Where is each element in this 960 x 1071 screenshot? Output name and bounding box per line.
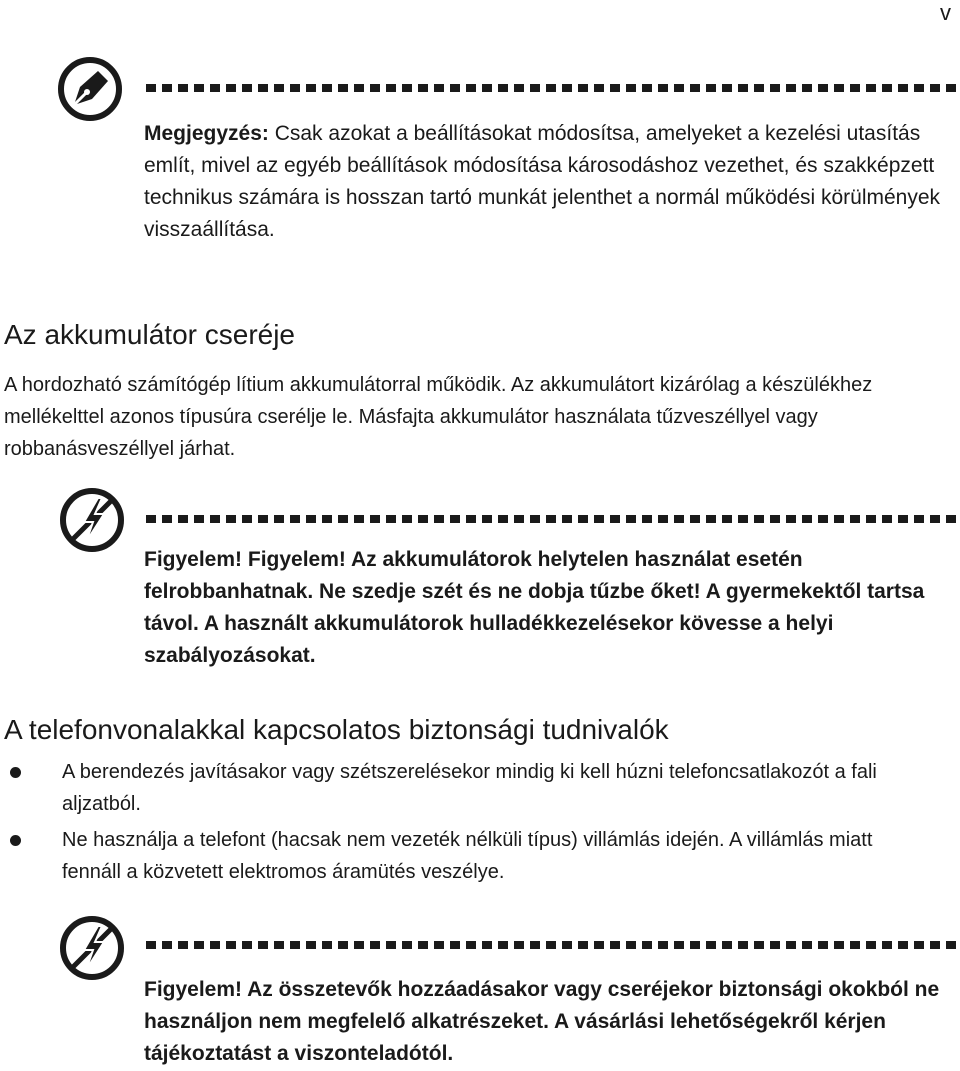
phone-bullet-list (0, 756, 960, 892)
warning-lightning-icon (60, 916, 124, 980)
bullet-text: Ne használja a telefont (hacsak nem vezeték nélküli típus) villámlás idején. A villámlás miatt fennáll a közvetett elektromos áramütés veszélye. (62, 829, 873, 883)
note-label: Megjegyzés: (144, 122, 269, 145)
bullet-dot (10, 835, 21, 846)
battery-heading: Az akkumulátor cseréje (4, 319, 296, 350)
list-item (0, 824, 922, 888)
phone-heading: A telefonvonalakkal kapcsolatos biztonsági tudnivalók (4, 714, 669, 745)
list-item (0, 756, 922, 820)
bullet-dot (10, 767, 21, 778)
note-pen-icon (58, 57, 122, 121)
note-text (144, 118, 944, 246)
note-body: Csak azokat a beállításokat módosítsa, amelyeket a kezelési utasítás említ, mivel az egyéb beállítások módosítása károsodáshoz vezethet, és szakképzett technikus számára is hosszan tartó munkát jelenthet a normál működési körülmények visszaállítása. (144, 122, 941, 241)
warning-lightning-icon (60, 488, 124, 552)
bullet-text: A berendezés javításakor vagy szétszerelésekor mindig ki kell húzni telefoncsatlakozót a fali aljzatból. (62, 761, 877, 815)
battery-warning-divider (146, 515, 958, 523)
battery-warning-text: Figyelem! Figyelem! Az akkumulátorok helytelen használat esetén felrobbanhatnak. Ne szedje szét és ne dobja tűzbe őket! A gyermekektől tartsa távol. A használt akkumulátorok hulladékkezelésekor kövesse a helyi szabályozásokat. (144, 548, 925, 667)
battery-paragraph: A hordozható számítógép lítium akkumulátorral működik. Az akkumulátort kizárólag a készülékhez mellékelttel azonos típusúra cserélje le. Másfajta akkumulátor használata tűzveszéllyel vagy robbanásveszéllyel járhat. (4, 374, 873, 460)
phone-warning-divider (146, 941, 958, 949)
note-divider (146, 84, 958, 92)
phone-warning-text: Figyelem! Az összetevők hozzáadásakor vagy cseréjekor biztonsági okokból ne használjon nem megfelelő alkatrészeket. A vásárlási lehetőségekről kérjen tájékoztatást a viszonteladótól. (144, 978, 940, 1065)
page-number: v (940, 0, 951, 25)
